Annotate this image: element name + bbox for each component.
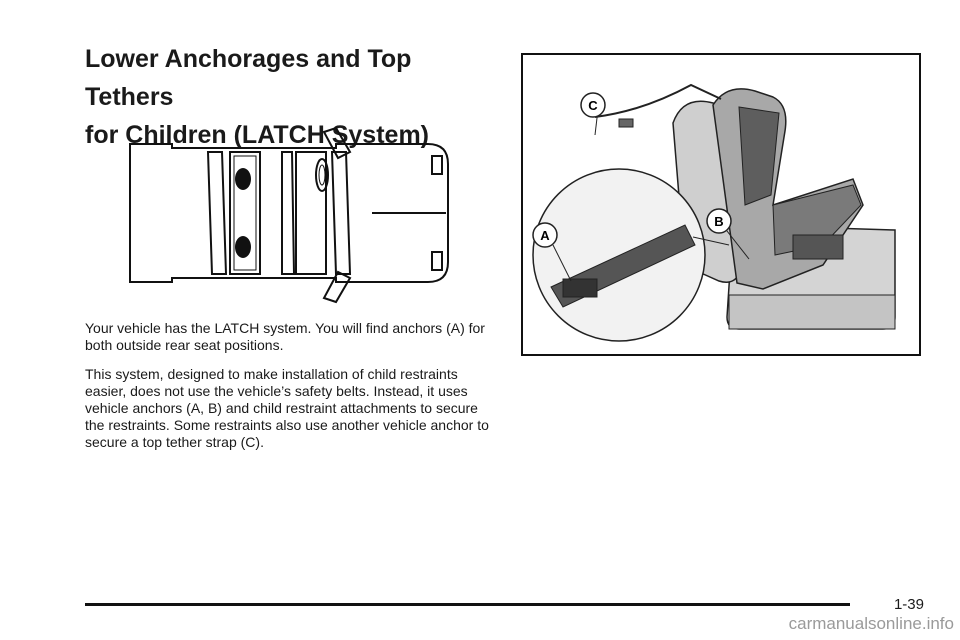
page-number: 1-39 [893, 596, 924, 613]
seat-illustration-svg [523, 55, 919, 354]
front-seat-back [282, 152, 294, 274]
title-line-1: Lower Anchorages and Top Tethers [85, 45, 412, 111]
watermark: carmanualsonline.info [788, 614, 954, 633]
callout-a-label: A [540, 228, 550, 243]
callout-b-label: B [714, 214, 724, 229]
child-seat-illustration [521, 53, 921, 356]
seat-base-front [729, 295, 895, 329]
steering-hub [319, 165, 325, 185]
open-door-right [324, 272, 350, 302]
headlight-right [432, 252, 442, 270]
headlight-left [432, 156, 442, 174]
body-text [85, 320, 500, 463]
anchor-position-marker-left [235, 168, 251, 190]
rear-window [208, 152, 226, 274]
magnified-anchor-bar [563, 279, 597, 297]
tether-hook [619, 119, 633, 127]
footer-rule [85, 603, 850, 606]
front-seat-area [296, 152, 326, 274]
vehicle-top-view-diagram [122, 122, 452, 308]
anchor-position-marker-right [235, 236, 251, 258]
windshield [332, 152, 350, 274]
paragraph-1: Your vehicle has the LATCH system. You will find anchors (A) for both outside rear seat positions. [85, 320, 485, 353]
title-line-2: for Children (LATCH System) [85, 121, 429, 149]
paragraph-2: This system, designed to make installation of child restraints easier, does not use the vehicle’s safety belts. Instead, it uses vehicle anchors (A, B) and child restraint attachments to secure the restraints. Some restraints also use another vehicle anchor to secure a top tether strap (C). [85, 366, 489, 450]
callout-c-label: C [588, 98, 598, 113]
child-seat-base-bracket [793, 235, 843, 259]
